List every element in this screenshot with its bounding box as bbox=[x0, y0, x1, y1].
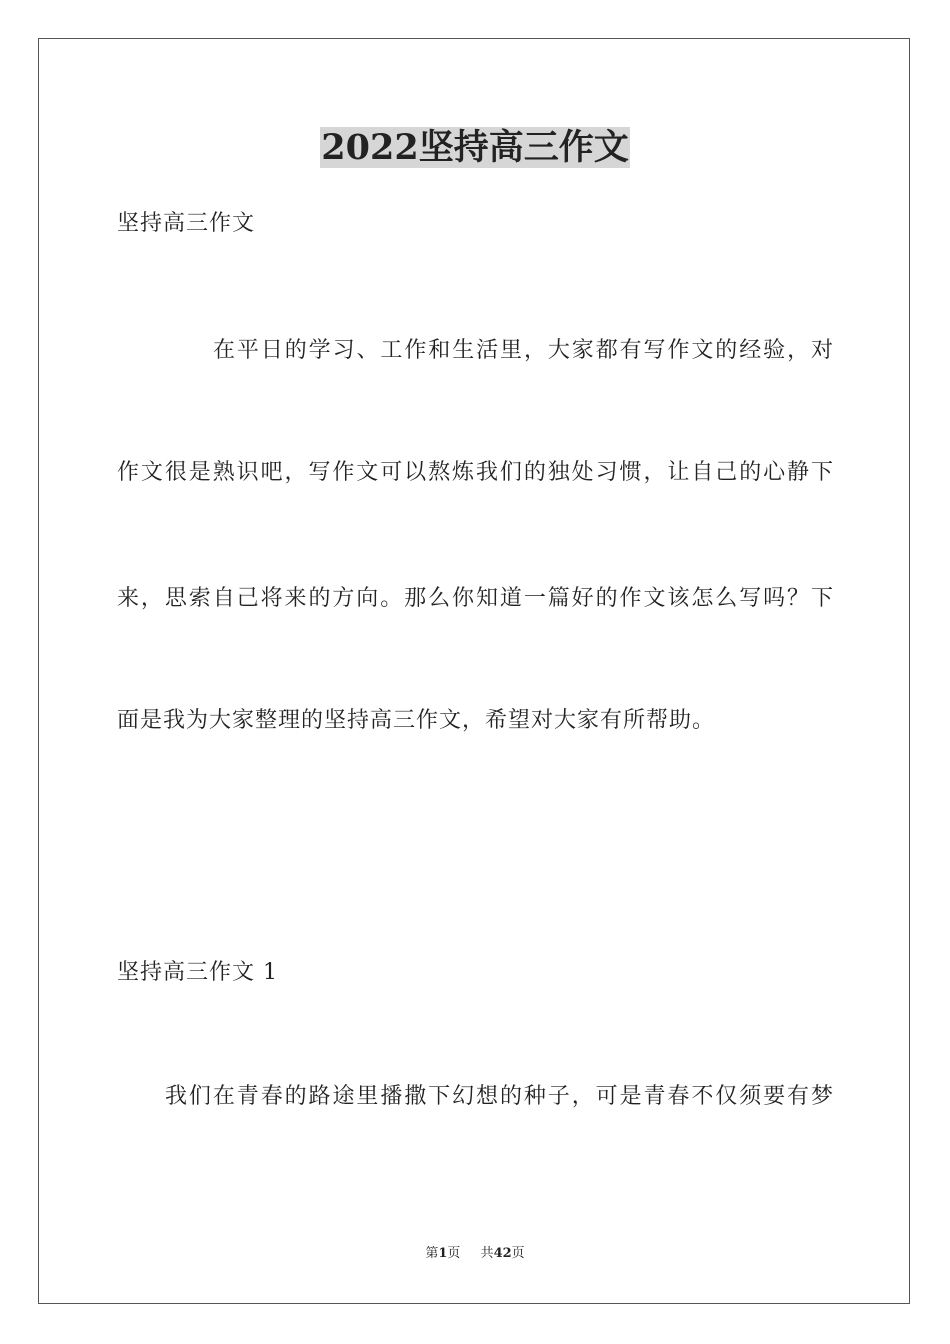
intro-line-2: 作文很是熟识吧，写作文可以熬炼我们的独处习惯，让自己的心静下 bbox=[117, 460, 833, 485]
total-pages-label: 共42页 bbox=[480, 1246, 525, 1261]
document-title bbox=[0, 126, 950, 170]
document-subtitle: 坚持高三作文 bbox=[117, 211, 256, 236]
intro-line-4: 面是我为大家整理的坚持高三作文，希望对大家有所帮助。 bbox=[117, 708, 716, 733]
document-title-text: 2022坚持高三作文 bbox=[321, 127, 629, 168]
page-number-label: 第1页 bbox=[425, 1246, 461, 1261]
intro-line-3: 来，思索自己将来的方向。那么你知道一篇好的作文该怎么写吗？下 bbox=[117, 586, 833, 611]
section-paragraph-line-1: 我们在青春的路途里播撒下幻想的种子，可是青春不仅须要有梦 bbox=[165, 1084, 833, 1109]
section-heading: 坚持高三作文 1 bbox=[117, 960, 278, 985]
intro-line-1: 在平日的学习、工作和生活里，大家都有写作文的经验，对 bbox=[213, 338, 833, 363]
page-footer bbox=[0, 1245, 950, 1263]
